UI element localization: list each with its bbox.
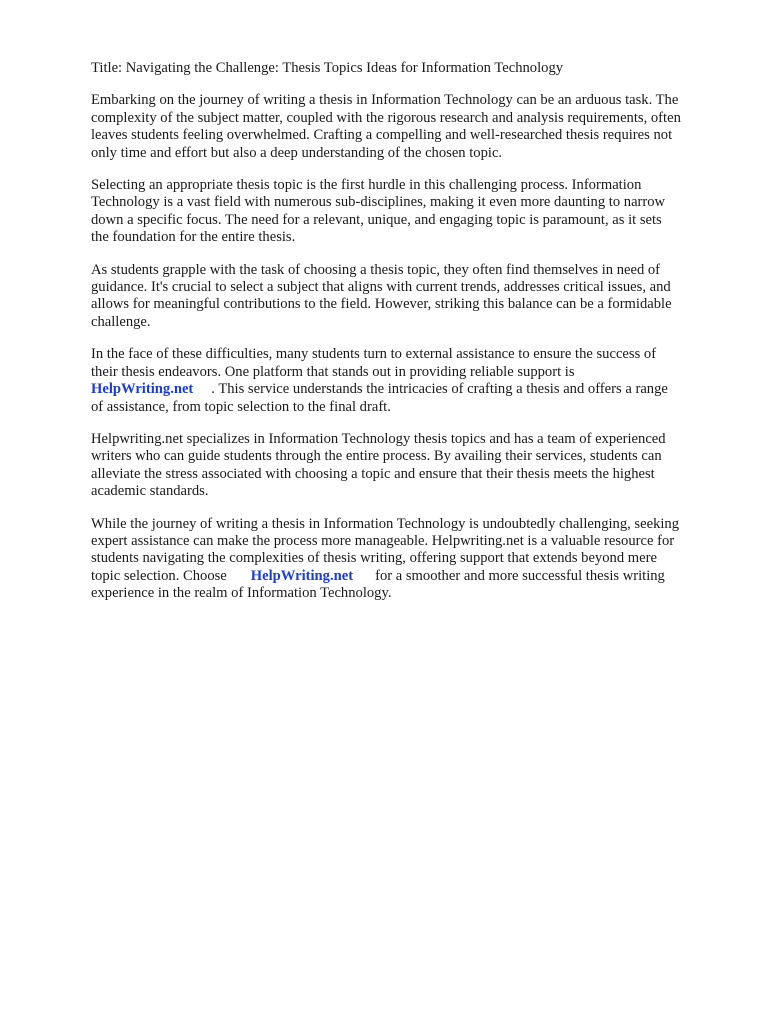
paragraph-guidance: [91, 262, 731, 332]
text-line: Helpwriting.net specializes in Information Technology thesis topics and has a team of experienced: [91, 430, 666, 447]
text-line: expert assistance can make the process more manageable. Helpwriting.net is a valuable resource for: [91, 532, 675, 549]
text-line: the foundation for the entire thesis.: [91, 229, 296, 246]
text-line-with-link: [91, 568, 731, 585]
text-line: their thesis endeavors. One platform that stands out in providing reliable support is: [91, 363, 575, 380]
text-line: Selecting an appropriate thesis topic is the first hurdle in this challenging process. Information: [91, 177, 642, 194]
text-line: Technology is a vast field with numerous sub-disciplines, making it even more daunting to narrow: [91, 194, 666, 211]
text-line: of assistance, from topic selection to the final draft.: [91, 398, 391, 415]
paragraph-conclusion: [91, 516, 731, 603]
text-line: As students grapple with the task of choosing a thesis topic, they often find themselves in need of: [91, 261, 661, 278]
text-line: alleviate the stress associated with choosing a topic and ensure that their thesis meets the highest: [91, 465, 655, 482]
text-line: allows for meaningful contributions to the field. However, striking this balance can be a formidable: [91, 296, 672, 313]
helpwriting-link[interactable]: HelpWriting.net: [91, 381, 194, 398]
document-title: Title: Navigating the Challenge: Thesis Topics Ideas for Information Technology: [91, 60, 564, 76]
text-fragment: for a smoother and more successful thesis writing: [375, 567, 665, 584]
text-line: experience in the realm of Information Technology.: [91, 585, 392, 602]
text-line: In the face of these difficulties, many students turn to external assistance to ensure the success of: [91, 346, 657, 363]
helpwriting-link[interactable]: HelpWriting.net: [250, 567, 354, 584]
text-line: writers who can guide students through the entire process. By availing their services, students can: [91, 448, 662, 465]
text-line: leaves students feeling overwhelmed. Crafting a compelling and well-researched thesis requires not: [91, 127, 673, 144]
text-fragment: topic selection. Choose: [91, 567, 227, 584]
text-line: complexity of the subject matter, coupled with the rigorous research and analysis requirements, often: [91, 109, 681, 126]
text-line: Embarking on the journey of writing a thesis in Information Technology can be an arduous task. The: [91, 92, 679, 109]
paragraph-helpwriting-specializes: [91, 431, 731, 501]
text-line: only time and effort but also a deep understanding of the chosen topic.: [91, 144, 503, 161]
paragraph-topic-selection: [91, 177, 731, 247]
text-line: While the journey of writing a thesis in Information Technology is undoubtedly challenging, seeking: [91, 515, 680, 532]
paragraph-external-assistance: [91, 346, 731, 416]
paragraph-intro: [91, 92, 731, 162]
text-line: down a specific focus. The need for a relevant, unique, and engaging topic is paramount, as it sets: [91, 211, 662, 228]
document-body: [91, 60, 731, 618]
text-line: academic standards.: [91, 483, 209, 500]
text-fragment: . This service understands the intricacies of crafting a thesis and offers a range: [211, 381, 668, 398]
text-line-with-link: [91, 381, 731, 398]
text-line: guidance. It's crucial to select a subject that aligns with current trends, addresses critical issues, and: [91, 279, 671, 296]
text-line: challenge.: [91, 313, 151, 330]
text-line: students navigating the complexities of thesis writing, offering support that extends beyond mere: [91, 550, 657, 567]
